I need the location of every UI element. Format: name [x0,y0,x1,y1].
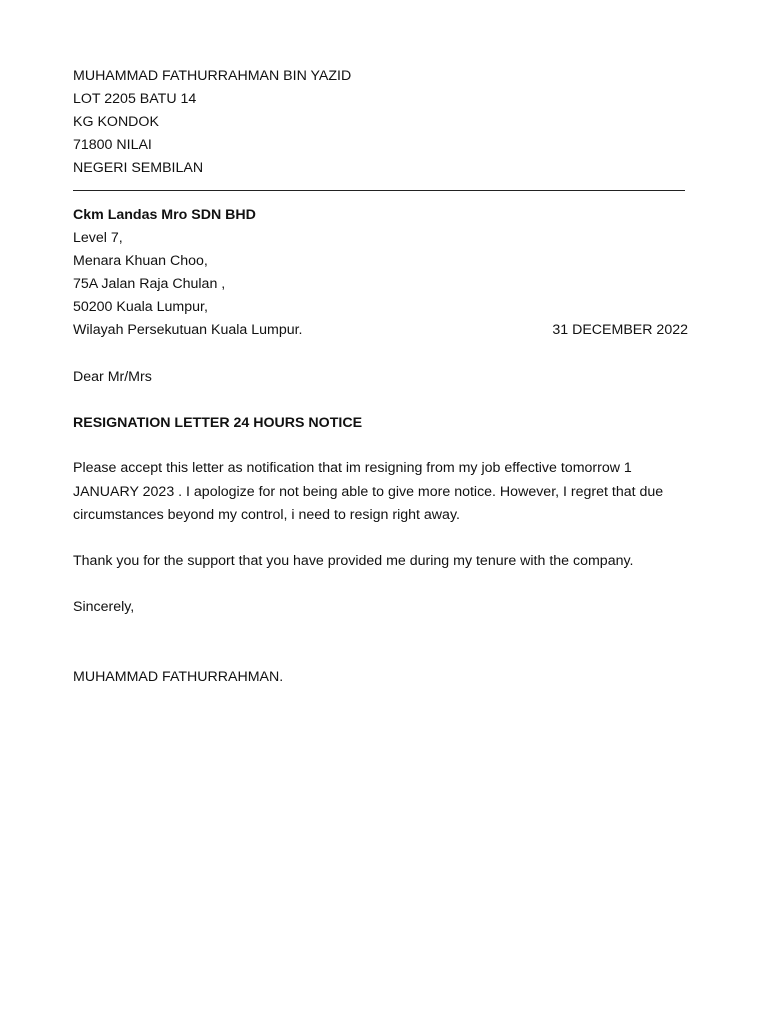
sender-name: MUHAMMAD FATHURRAHMAN BIN YAZID [73,68,352,84]
recipient-address-line-5: Wilayah Persekutuan Kuala Lumpur. [73,322,303,338]
sender-address-line-4: NEGERI SEMBILAN [73,160,204,176]
recipient-address-line-4: 50200 Kuala Lumpur, [73,299,208,315]
letter-date: 31 DECEMBER 2022 [552,322,688,338]
header-divider [73,190,685,191]
recipient-address-line-3: 75A Jalan Raja Chulan , [73,276,226,292]
body-paragraph-2: Thank you for the support that you have provided me during my tenure with the company. [73,553,634,569]
body-paragraph-1-line-2: JANUARY 2023 . I apologize for not being able to give more notice. However, I regret that due [73,484,664,500]
sender-address-line-3: 71800 NILAI [73,137,152,153]
closing: Sincerely, [73,599,135,615]
subject-heading: RESIGNATION LETTER 24 HOURS NOTICE [73,415,363,431]
sender-address-line-1: LOT 2205 BATU 14 [73,91,197,107]
recipient-address-line-2: Menara Khuan Choo, [73,253,208,269]
sender-address-line-2: KG KONDOK [73,114,159,130]
salutation: Dear Mr/Mrs [73,369,152,385]
signature-name: MUHAMMAD FATHURRAHMAN. [73,669,284,685]
recipient-address-line-1: Level 7, [73,230,123,246]
body-paragraph-1-line-1: Please accept this letter as notification that im resigning from my job effective tomorrow 1 [73,460,632,476]
body-paragraph-1-line-3: circumstances beyond my control, i need to resign right away. [73,507,460,523]
recipient-company: Ckm Landas Mro SDN BHD [73,207,256,223]
